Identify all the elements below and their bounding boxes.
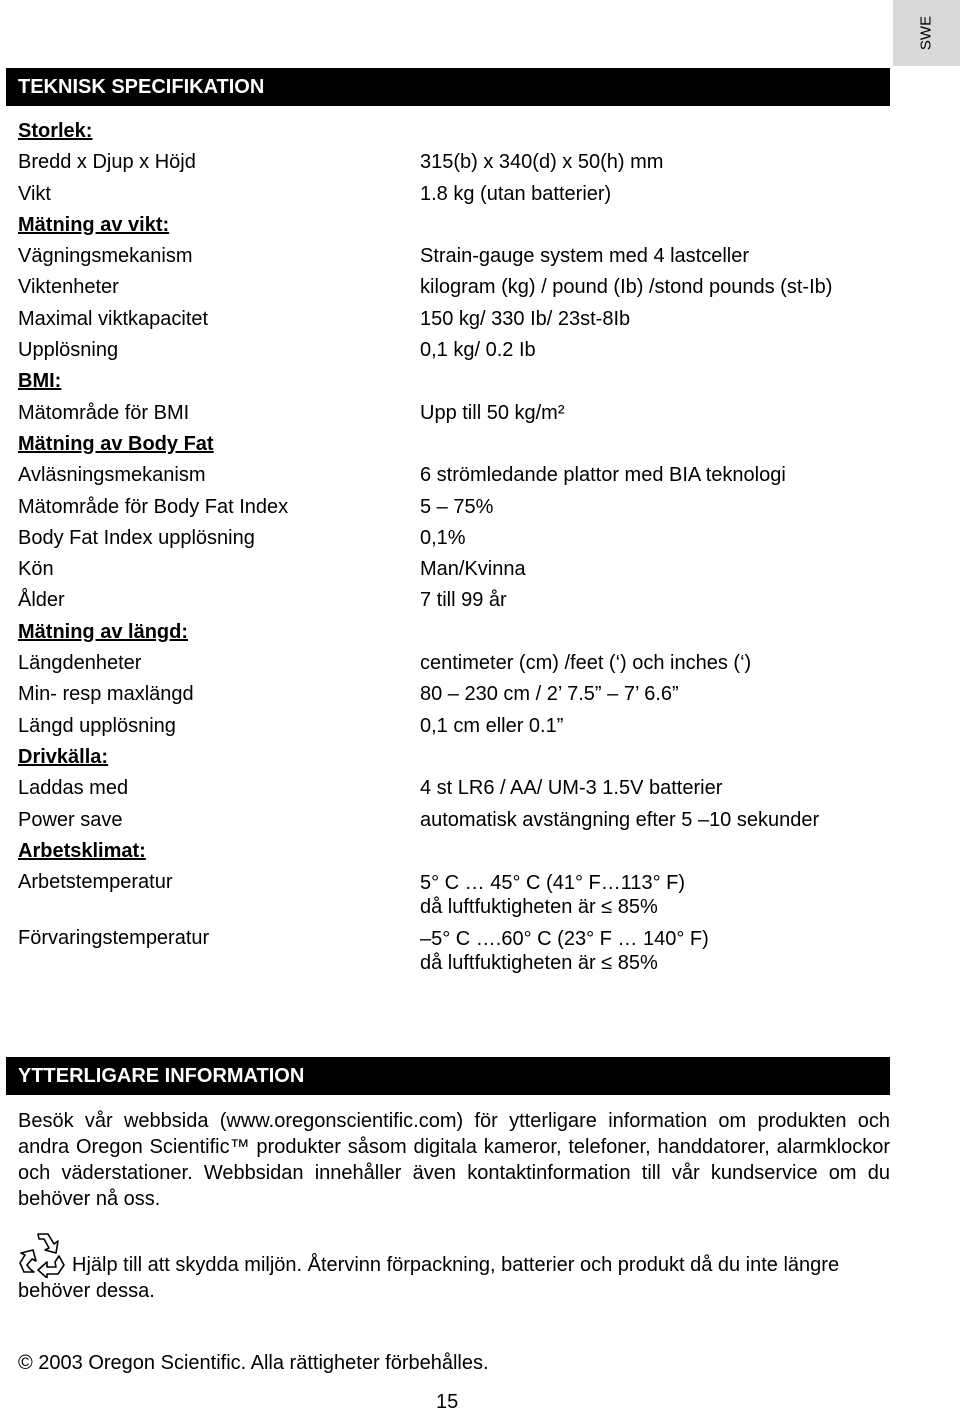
spec-value-line: –5° C ….60° C (23° F … 140° F) — [420, 928, 709, 951]
spec-label: Bredd x Djup x Höjd — [18, 151, 196, 174]
spec-heading-label: Mätning av Body Fat — [18, 432, 214, 455]
spec-label: Laddas med — [18, 777, 129, 800]
spec-label: Längd upplösning — [18, 714, 176, 737]
spec-label: Viktenheter — [18, 276, 119, 299]
spec-row — [18, 867, 890, 923]
spec-section-heading — [18, 836, 890, 867]
spec-section-heading — [18, 742, 890, 773]
spec-row — [18, 335, 890, 366]
spec-row — [18, 773, 890, 804]
spec-heading-label: Storlek: — [18, 120, 93, 142]
spec-label: Vägningsmekanism — [18, 245, 193, 268]
spec-row — [18, 805, 890, 836]
spec-row — [18, 492, 890, 523]
recycle-notice — [18, 1228, 890, 1304]
spec-value-condition: då luftfuktigheten är ≤ 85% — [420, 896, 658, 919]
spec-row — [18, 554, 890, 585]
language-tab — [893, 0, 960, 66]
spec-value: 5 – 75% — [420, 495, 494, 518]
spec-value: 150 kg/ 330 Ib/ 23st-8Ib — [420, 307, 631, 330]
spec-row — [18, 179, 890, 210]
spec-section-heading — [18, 210, 890, 241]
spec-value: 80 – 230 cm / 2’ 7.5” – 7’ 6.6” — [420, 683, 679, 706]
spec-label: Body Fat Index upplösning — [18, 526, 255, 549]
spec-heading-label: Drivkälla: — [18, 745, 109, 768]
spec-heading-label: Mätning av längd: — [18, 620, 188, 643]
spec-row — [18, 923, 890, 979]
spec-row — [18, 523, 890, 554]
recycle-text: Hjälp till att skydda miljön. Återvinn förpackning, batterier och produkt då du inte längre behöver dessa. — [18, 1254, 840, 1302]
spec-list — [18, 116, 890, 979]
spec-value: Man/Kvinna — [420, 558, 526, 581]
spec-section-heading — [18, 617, 890, 648]
spec-label: Upplösning — [18, 339, 119, 362]
spec-value: 0,1 kg/ 0.2 Ib — [420, 339, 536, 362]
spec-value — [420, 871, 685, 919]
spec-row — [18, 398, 890, 429]
spec-value: 4 st LR6 / AA/ UM-3 1.5V batterier — [420, 777, 723, 800]
page-number: 15 — [436, 1391, 459, 1413]
spec-row — [18, 585, 890, 616]
spec-value: 0,1 cm eller 0.1” — [420, 714, 564, 737]
spec-label: Mätområde för BMI — [18, 401, 190, 424]
spec-section-heading — [18, 429, 890, 460]
recycle-icon — [18, 1228, 68, 1278]
spec-value: 315(b) x 340(d) x 50(h) mm — [420, 151, 664, 174]
spec-label: Förvaringstemperatur — [18, 927, 210, 950]
section-header-tech-spec: TEKNISK SPECIFIKATION — [6, 68, 890, 106]
spec-label: Arbetstemperatur — [18, 871, 173, 894]
spec-value-condition: då luftfuktigheten är ≤ 85% — [420, 952, 658, 975]
spec-row — [18, 241, 890, 272]
spec-value: 7 till 99 år — [420, 589, 507, 612]
spec-value: 1.8 kg (utan batterier) — [420, 182, 612, 205]
spec-label: Power save — [18, 808, 123, 831]
spec-label: Avläsningsmekanism — [18, 464, 206, 487]
spec-row — [18, 272, 890, 303]
spec-label: Ålder — [18, 589, 65, 612]
spec-row — [18, 679, 890, 710]
language-tab-label: SWE — [917, 15, 935, 51]
spec-label: Längdenheter — [18, 652, 142, 675]
spec-value: 0,1% — [420, 526, 466, 549]
spec-heading-label: BMI: — [18, 370, 62, 393]
section-header-more-info: YTTERLIGARE INFORMATION — [6, 1057, 890, 1095]
spec-value: automatisk avstängning efter 5 –10 sekunder — [420, 808, 820, 831]
spec-value: kilogram (kg) / pound (Ib) /stond pounds (st-Ib) — [420, 276, 833, 299]
spec-value: 6 strömledande plattor med BIA teknologi — [420, 464, 786, 487]
spec-value-line: 5° C … 45° C (41° F…113° F) — [420, 872, 686, 895]
spec-value: Upp till 50 kg/m² — [420, 401, 565, 424]
spec-label: Kön — [18, 558, 54, 581]
spec-label: Vikt — [18, 182, 51, 205]
spec-value: centimeter (cm) /feet (‘) och inches (‘) — [420, 652, 752, 675]
spec-value — [420, 927, 709, 975]
spec-label: Mätområde för Body Fat Index — [18, 495, 289, 518]
spec-row — [18, 711, 890, 742]
spec-value: Strain-gauge system med 4 lastceller — [420, 245, 750, 268]
copyright: © 2003 Oregon Scientific. Alla rättigheter förbehålles. — [18, 1352, 489, 1374]
spec-section-heading — [18, 366, 890, 397]
spec-row — [18, 304, 890, 335]
spec-heading-label: Arbetsklimat: — [18, 839, 146, 862]
spec-heading-label: Mätning av vikt: — [18, 213, 170, 236]
spec-row — [18, 460, 890, 491]
spec-label: Maximal viktkapacitet — [18, 307, 209, 330]
more-info-paragraph: Besök vår webbsida (www.oregonscientific.com) för ytterligare information om produkten och andra Oregon Scientific™ produkter såsom digitala kameror, telefoner, handdatorer, alarmklockor och väderstationer. Webbsidan innehåller även kontaktinformation till vår kundservice om du behöver nå oss. — [18, 1110, 890, 1210]
spec-section-heading — [18, 116, 890, 147]
spec-row — [18, 648, 890, 679]
spec-label: Min- resp maxlängd — [18, 683, 194, 706]
spec-row — [18, 147, 890, 178]
